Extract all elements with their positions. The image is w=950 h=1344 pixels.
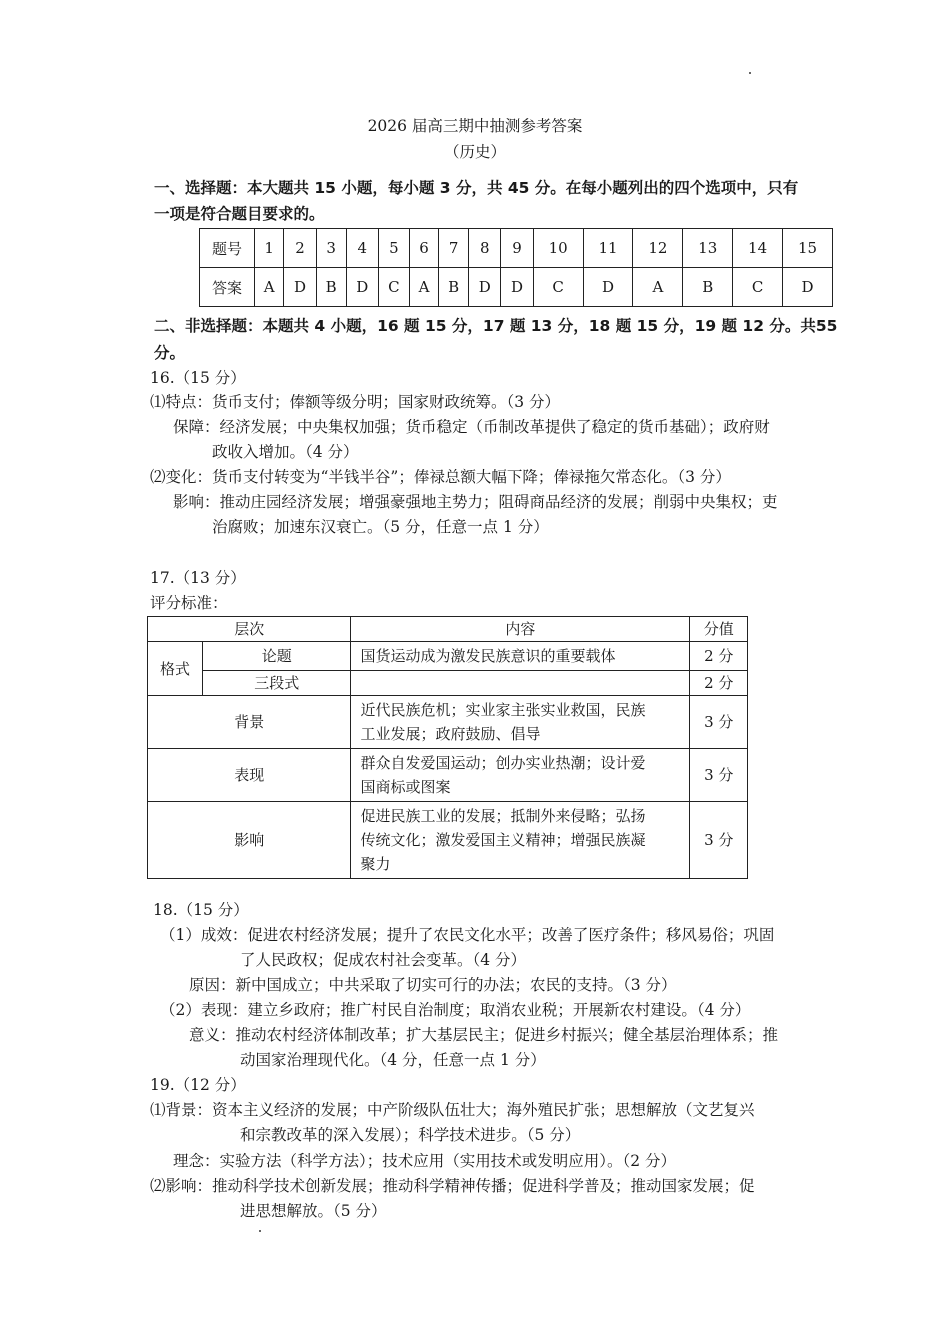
answer-cell: D [284,268,316,307]
content-line: 国商标或图案 [360,778,451,796]
question-number-cell: 15 [783,229,833,268]
q18-line: 原因：新中国成立；中共采取了切实可行的办法；农民的支持。（3 分） [189,976,677,994]
question-number-cell: 1 [255,229,284,268]
answer-table [199,228,833,307]
section1-line1: 一、选择题：本大题共 15 小题，每小题 3 分，共 45 分。在每小题列出的四个选项中，只有 [154,179,799,197]
question-number-cell: 4 [346,229,378,268]
question-number-cell: 6 [409,229,438,268]
table-row [148,802,748,879]
format-label: 格式 [148,642,203,696]
row-label-answer: 答案 [200,268,255,307]
answer-table-number-row [200,229,833,268]
content-cell: 国货运动成为激发民族意识的重要载体 [351,642,690,671]
content-line: 聚力 [360,855,391,873]
answer-cell: A [409,268,438,307]
q19-line: 进思想解放。（5 分） [240,1202,387,1220]
q19-line: ⑴背景：资本主义经济的发展；中产阶级队伍壮大；海外殖民扩张；思想解放（文艺复兴 [150,1101,755,1119]
table-row [148,696,748,749]
content-cell [351,749,690,802]
content-cell [351,671,690,696]
content-cell [351,802,690,879]
scoring-table-header [148,617,748,642]
question-number-cell: 12 [633,229,683,268]
answer-cell: D [346,268,378,307]
header-content: 内容 [351,617,690,642]
question-number-cell: 9 [501,229,533,268]
question-number-cell: 11 [583,229,633,268]
score-cell: 3 分 [690,749,748,802]
q18-heading: 18.（15 分） [153,901,249,919]
level-cell: 影响 [148,802,351,879]
answer-cell: D [783,268,833,307]
row-label-number: 题号 [200,229,255,268]
question-number-cell: 3 [316,229,346,268]
q16-line: ⑵变化：货币支付转变为“半钱半谷”；俸禄总额大幅下降；俸禄拖欠常态化。（3 分） [150,468,731,486]
content-line: 工业发展；政府鼓励、倡导 [360,725,541,743]
question-number-cell: 2 [284,229,316,268]
q16-line: 保障：经济发展；中央集权加强；货币稳定（币制改革提供了稳定的货币基础）；政府财 [173,418,770,436]
q19-line: 理念：实验方法（科学方法）；技术应用（实用技术或发明应用）。（2 分） [173,1152,677,1170]
question-number-cell: 8 [469,229,501,268]
answer-cell: C [378,268,409,307]
page-subtitle: （历史） [443,143,506,161]
answer-cell: B [683,268,733,307]
q19-line: ⑵影响：推动科学技术创新发展；推动科学精神传播；促进科学普及；推动国家发展；促 [150,1177,755,1195]
answer-cell: D [469,268,501,307]
question-number-cell: 13 [683,229,733,268]
content-line: 群众自发爱国运动；创办实业热潮；设计爱 [360,754,646,772]
answer-cell: C [533,268,583,307]
content-line: 传统文化；激发爱国主义精神；增强民族凝 [360,831,646,849]
scan-dot [259,1230,261,1232]
q19-heading: 19.（12 分） [150,1076,246,1094]
level-cell: 背景 [148,696,351,749]
q18-line: 动国家治理现代化。（4 分，任意一点 1 分） [240,1051,546,1069]
level-cell: 表现 [148,749,351,802]
q16-heading: 16.（15 分） [150,369,246,387]
score-cell: 2 分 [690,671,748,696]
page-title: 2026 届高三期中抽测参考答案 [367,117,583,135]
section1-line2: 一项是符合题目要求的。 [154,205,325,223]
question-number-cell: 5 [378,229,409,268]
table-row [148,671,748,696]
score-cell: 3 分 [690,802,748,879]
header-level: 层次 [148,617,351,642]
q16-line: 治腐败；加速东汉衰亡。（5 分，任意一点 1 分） [212,518,549,536]
scan-dot [749,72,751,74]
q16-line: 政收入增加。（4 分） [212,443,359,461]
content-cell [351,696,690,749]
q18-line: （2）表现：建立乡政府；推广村民自治制度；取消农业税；开展新农村建设。（4 分） [160,1001,751,1019]
question-number-cell: 14 [733,229,783,268]
table-row [148,749,748,802]
answer-cell: B [316,268,346,307]
header-score: 分值 [690,617,748,642]
content-line: 促进民族工业的发展；抵制外来侵略；弘扬 [360,807,646,825]
answer-table-answer-row [200,268,833,307]
score-cell: 3 分 [690,696,748,749]
content-line: 近代民族危机；实业家主张实业救国，民族 [360,701,646,719]
q16-line: ⑴特点：货币支付；俸额等级分明；国家财政统筹。（3 分） [150,393,561,411]
answer-cell: B [439,268,469,307]
q18-line: 了人民政权；促成农村社会变革。（4 分） [240,951,527,969]
level-cell: 论题 [203,642,351,671]
score-cell: 2 分 [690,642,748,671]
q16-line: 影响：推动庄园经济发展；增强豪强地主势力；阻碍商品经济的发展；削弱中央集权；吏 [173,493,778,511]
scoring-table [147,616,748,879]
q19-line: 和宗教改革的深入发展）；科学技术进步。（5 分） [240,1126,581,1144]
section2-line2: 分。 [154,344,186,362]
table-row [148,642,748,671]
q18-line: 意义：推动农村经济体制改革；扩大基层民主；促进乡村振兴；健全基层治理体系；推 [189,1026,779,1044]
level-cell: 三段式 [203,671,351,696]
answer-cell: D [583,268,633,307]
question-number-cell: 10 [533,229,583,268]
q17-subheading: 评分标准： [150,594,228,612]
answer-cell: D [501,268,533,307]
q17-heading: 17.（13 分） [150,569,246,587]
answer-cell: A [633,268,683,307]
section2-line1: 二、非选择题：本题共 4 小题，16 题 15 分，17 题 13 分，18 题 15 分，19 题 12 分。共55 [154,317,838,335]
question-number-cell: 7 [439,229,469,268]
q18-line: （1）成效：促进农村经济发展；提升了农民文化水平；改善了医疗条件；移风易俗；巩固 [160,926,775,944]
answer-cell: C [733,268,783,307]
answer-cell: A [255,268,284,307]
